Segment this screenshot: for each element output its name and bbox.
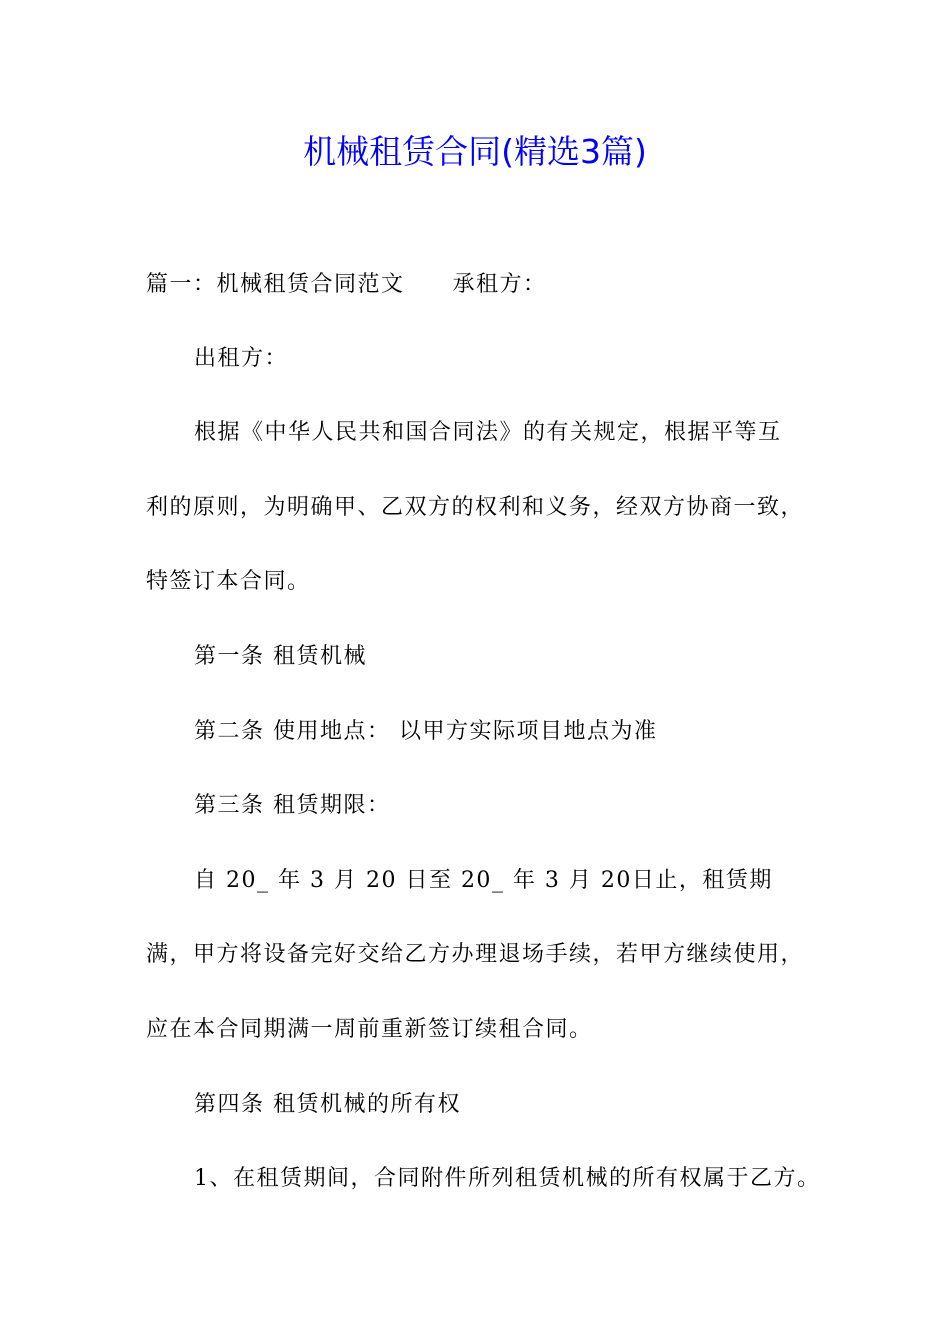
term-line-3: 应在本合同期满一周前重新签订续租合同。 (146, 1017, 593, 1042)
intro-line-2: 利的原则，为明确甲、乙双方的权利和义务，经双方协商一致， (146, 495, 805, 520)
article-3: 第三条 租赁期限： (194, 793, 391, 818)
section-heading-line (146, 270, 547, 300)
article-4: 第四条 租赁机械的所有权 (194, 1092, 461, 1117)
lessor-label: 出租方： (194, 346, 289, 371)
lessee-label: 承租方： (452, 272, 547, 297)
document-title: 机械租赁合同(精选3篇) (303, 132, 647, 171)
term-line-2: 满，甲方将设备完好交给乙方办理退场手续，若甲方继续使用， (146, 942, 805, 967)
section-heading: 篇一：机械租赁合同范文 (146, 272, 405, 297)
intro-line-1: 根据《中华人民共和国合同法》的有关规定，根据平等互 (194, 420, 782, 445)
intro-line-3: 特签订本合同。 (146, 569, 311, 594)
article-2: 第二条 使用地点： 以甲方实际项目地点为准 (194, 719, 658, 744)
clause-4-1: 1、在租赁期间，合同附件所列租赁机械的所有权属于乙方。 (194, 1166, 821, 1191)
term-line-1: 自 20_ 年 3 月 20 日至 20_ 年 3 月 20日止，租赁期 (194, 868, 773, 893)
article-1: 第一条 租赁机械 (194, 644, 367, 669)
